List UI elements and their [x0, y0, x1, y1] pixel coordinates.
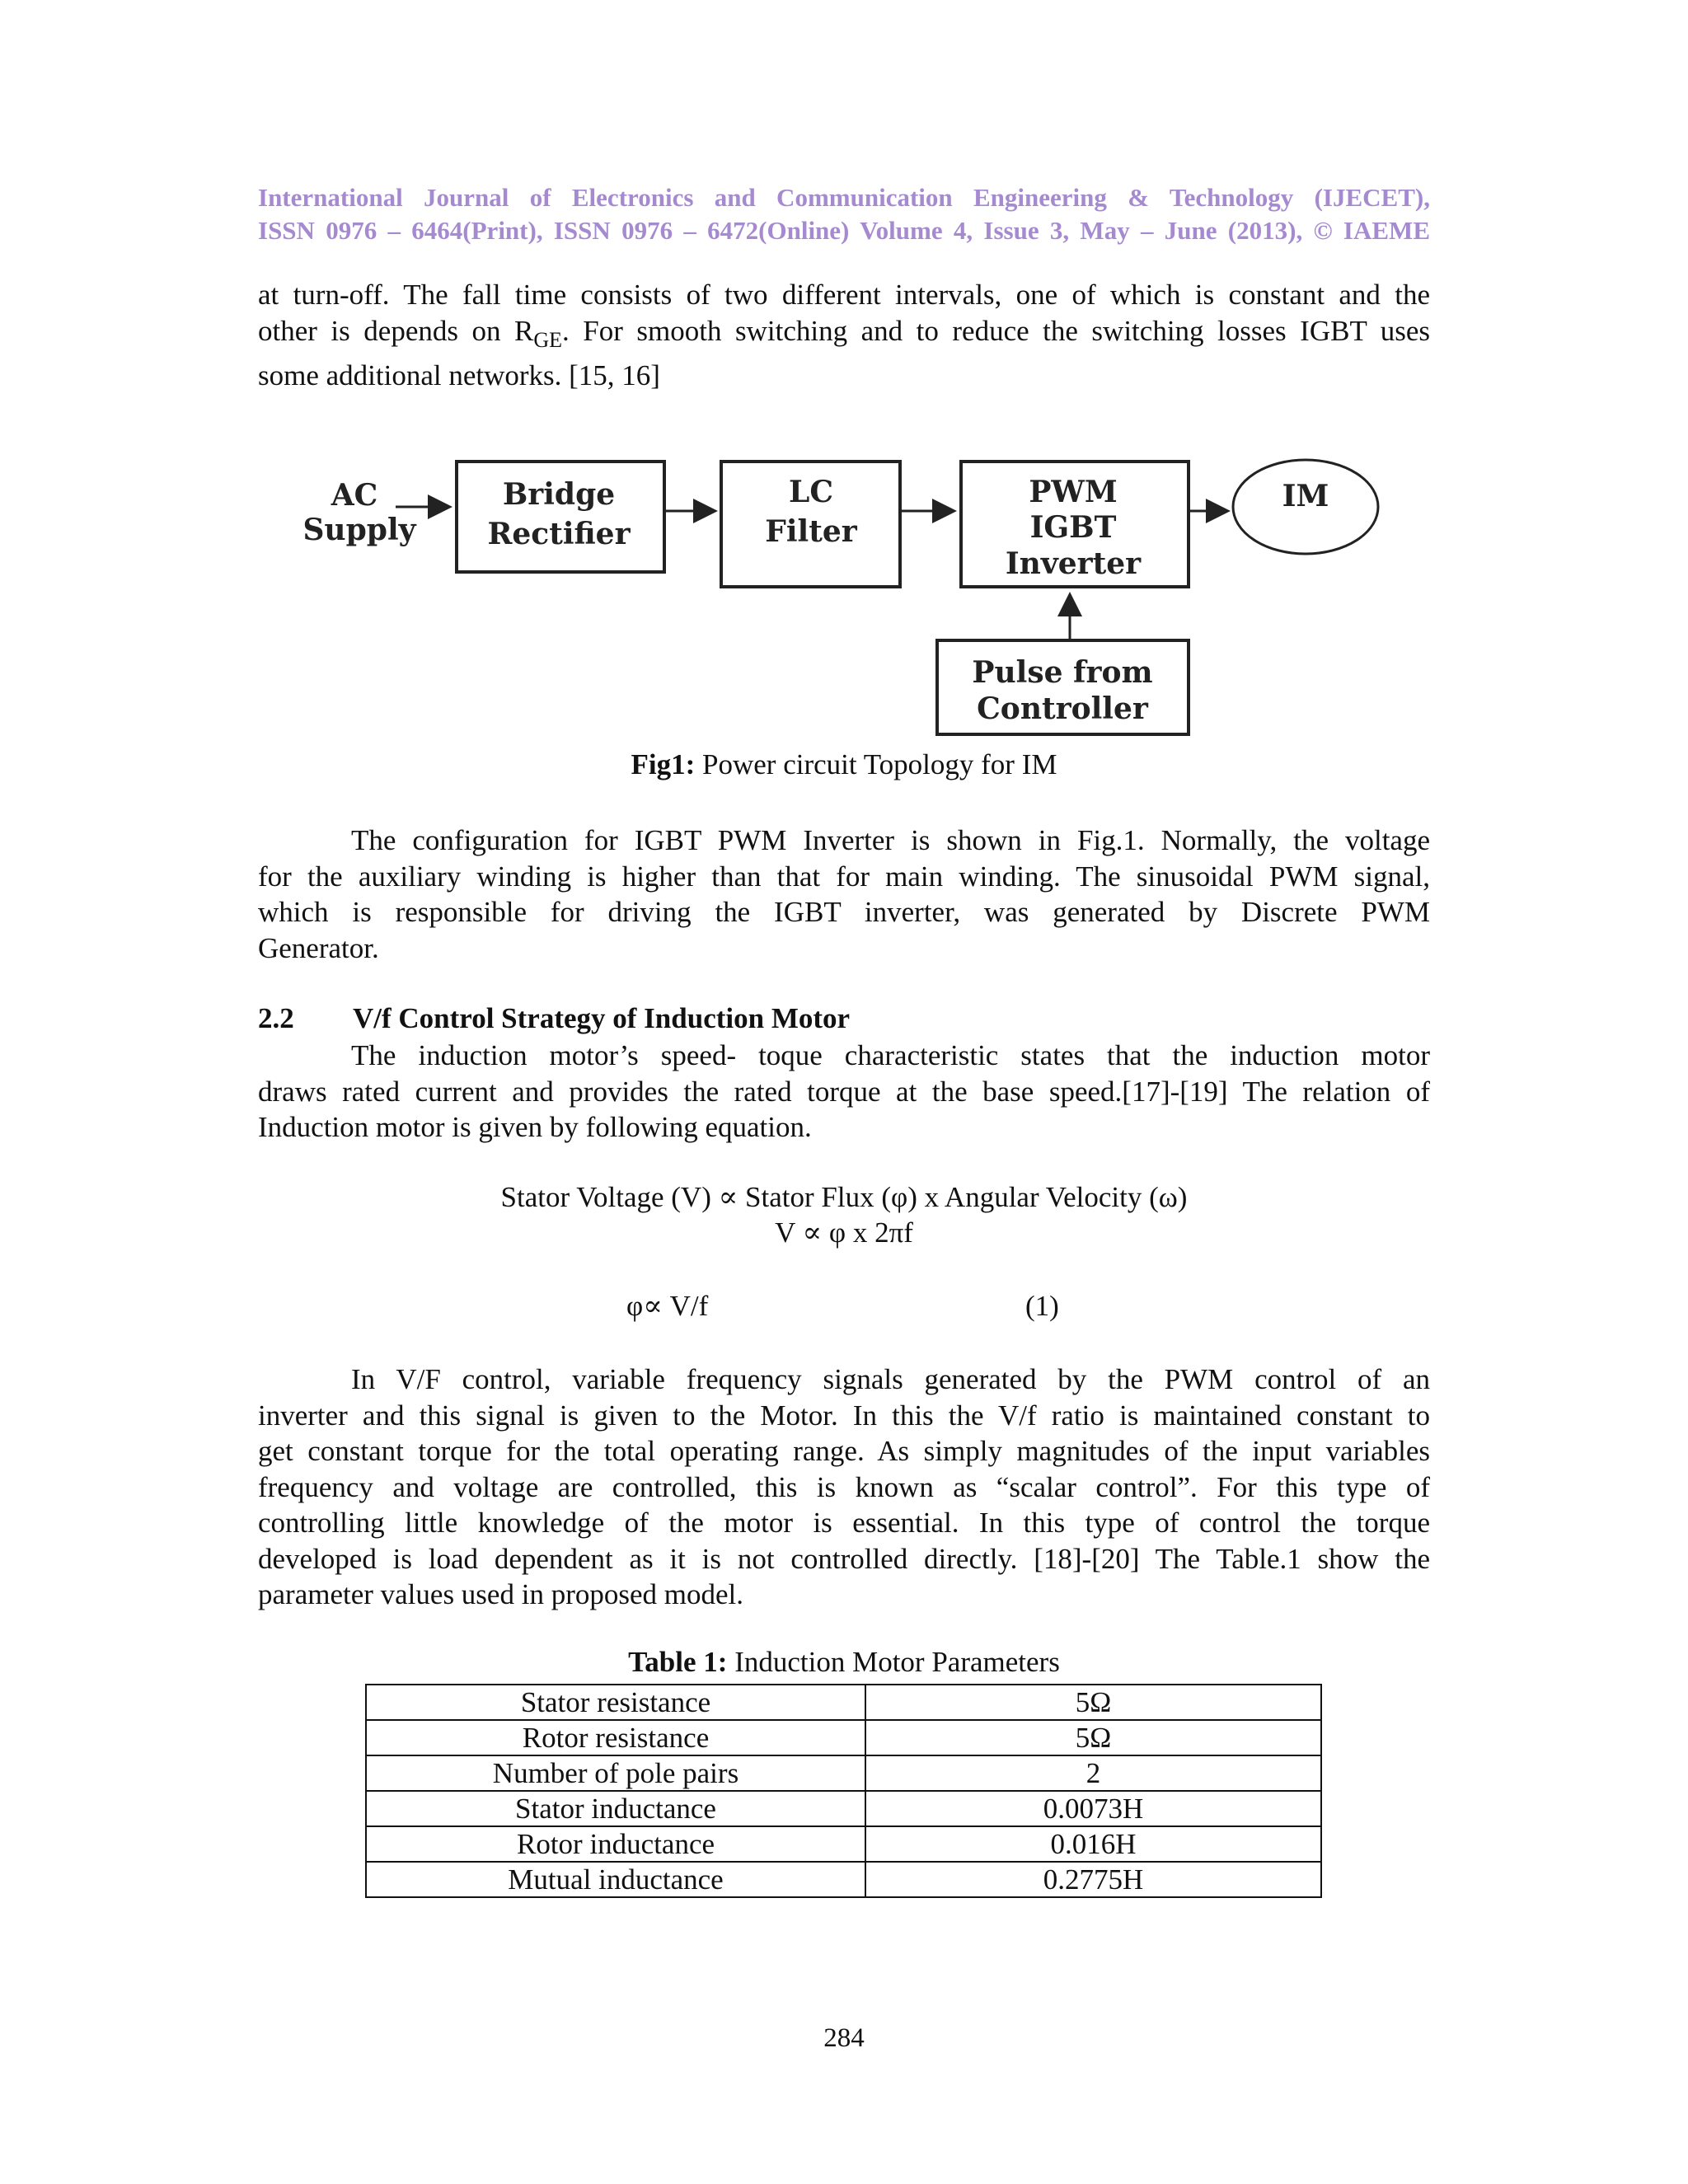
text-line: controlling little knowledge of the motor is essential. In this type of control the torque: [258, 1507, 1430, 1539]
intro-paragraph: [258, 277, 1430, 394]
paragraph-vf-intro: [258, 1038, 1430, 1146]
equation-line-3: φ∝ V/f: [626, 1290, 709, 1322]
table-caption-text: Induction Motor Parameters: [727, 1646, 1060, 1678]
param-value-cell: 0.0073H: [865, 1791, 1321, 1826]
inverter-label: Inverter: [1005, 546, 1142, 581]
ac-supply-label-2: Supply: [302, 513, 416, 547]
equation-line-1: Stator Voltage (V) ∝ Stator Flux (φ) x Angular Velocity (ω): [500, 1181, 1188, 1213]
param-value-cell: 5Ω: [865, 1720, 1321, 1755]
table-caption-label: Table 1:: [628, 1646, 728, 1678]
figure-caption: [0, 748, 1688, 781]
text-line: Induction motor is given by following equation.: [258, 1111, 812, 1143]
param-value-cell: 0.016H: [865, 1826, 1321, 1862]
text-line: The configuration for IGBT PWM Inverter is shown in Fig.1. Normally, the voltage: [351, 824, 1430, 856]
bridge-label: Bridge: [502, 477, 616, 512]
lc-label: LC: [789, 475, 833, 509]
table-row: [366, 1791, 1321, 1826]
param-name-cell: Mutual inductance: [366, 1862, 865, 1897]
page-number: 284: [823, 2023, 865, 2053]
equation-line-2: V ∝ φ x 2πf: [775, 1216, 913, 1249]
paragraph-igbt-config: [258, 823, 1430, 966]
rectifier-label: Rectifier: [487, 517, 631, 551]
text-line: developed is load dependent as it is not controlled directly. [18]-[20] The Table.1 show the: [258, 1542, 1430, 1575]
table-row: [366, 1826, 1321, 1862]
table-row: [366, 1685, 1321, 1720]
motor-parameters-table: [365, 1684, 1322, 1898]
text-line: Generator.: [258, 931, 379, 964]
text-line: at turn-off. The fall time consists of two different intervals, one of which is constant and the: [258, 279, 1430, 311]
text-line: get constant torque for the total operating range. As simply magnitudes of the input variables: [258, 1435, 1430, 1467]
section-title: V/f Control Strategy of Induction Motor: [353, 1002, 851, 1034]
table-caption: [0, 1646, 1688, 1679]
text-line: In V/F control, variable frequency signals generated by the PWM control of an: [351, 1363, 1430, 1395]
param-name-cell: Rotor inductance: [366, 1826, 865, 1862]
controller-label: Controller: [977, 691, 1148, 726]
param-name-cell: Rotor resistance: [366, 1720, 865, 1755]
ac-supply-label-1: AC: [331, 478, 378, 513]
param-name-cell: Number of pole pairs: [366, 1755, 865, 1791]
section-number: 2.2: [258, 1002, 294, 1034]
param-value-cell: 2: [865, 1755, 1321, 1791]
text-line: frequency and voltage are controlled, this is known as “scalar control”. For this type of: [258, 1470, 1430, 1503]
pwm-label: PWM: [1029, 475, 1118, 509]
table-row: [366, 1720, 1321, 1755]
text-line: for the auxiliary winding is higher than that for main winding. The sinusoidal PWM signal,: [258, 860, 1430, 893]
subscript-ge: GE: [533, 327, 563, 352]
section-heading: [258, 1002, 850, 1035]
igbt-label: IGBT: [1029, 510, 1117, 545]
header-journal-line: International Journal of Electronics and Communication Engineering & Technology (IJECET),: [258, 183, 1430, 212]
pulse-from-label: Pulse from: [972, 655, 1153, 690]
text-line: inverter and this signal is given to the Motor. In this the V/f ratio is maintained constant to: [258, 1399, 1430, 1432]
text-line: some additional networks. [15, 16]: [258, 359, 660, 391]
filter-label: Filter: [765, 514, 857, 549]
text-line: parameter values used in proposed model.: [258, 1578, 743, 1610]
text-line: [258, 313, 1430, 359]
table-row: [366, 1862, 1321, 1897]
param-value-cell: 0.2775H: [865, 1862, 1321, 1897]
equation-number: (1): [1025, 1290, 1059, 1322]
figure-caption-text: Power circuit Topology for IM: [695, 748, 1057, 780]
text-fragment: . For smooth switching and to reduce the switching losses IGBT uses: [562, 314, 1430, 347]
table-row: [366, 1755, 1321, 1791]
header-issn-line: ISSN 0976 – 6464(Print), ISSN 0976 – 6472(Online) Volume 4, Issue 3, May – June (2013), © IAEME: [258, 216, 1430, 245]
text-line: which is responsible for driving the IGBT inverter, was generated by Discrete PWM: [258, 896, 1430, 928]
text-fragment: other is depends on R: [258, 314, 534, 347]
paragraph-vf-control: [258, 1361, 1430, 1613]
figure-caption-label: Fig1:: [631, 748, 696, 780]
text-line: draws rated current and provides the rated torque at the base speed.[17]-[19] The relation of: [258, 1075, 1430, 1108]
param-value-cell: 5Ω: [865, 1685, 1321, 1720]
param-name-cell: Stator inductance: [366, 1791, 865, 1826]
running-header: [258, 181, 1430, 247]
power-circuit-diagram: [280, 449, 1409, 746]
im-label: IM: [1282, 479, 1329, 513]
text-line: The induction motor’s speed- toque characteristic states that the induction motor: [351, 1039, 1430, 1071]
param-name-cell: Stator resistance: [366, 1685, 865, 1720]
